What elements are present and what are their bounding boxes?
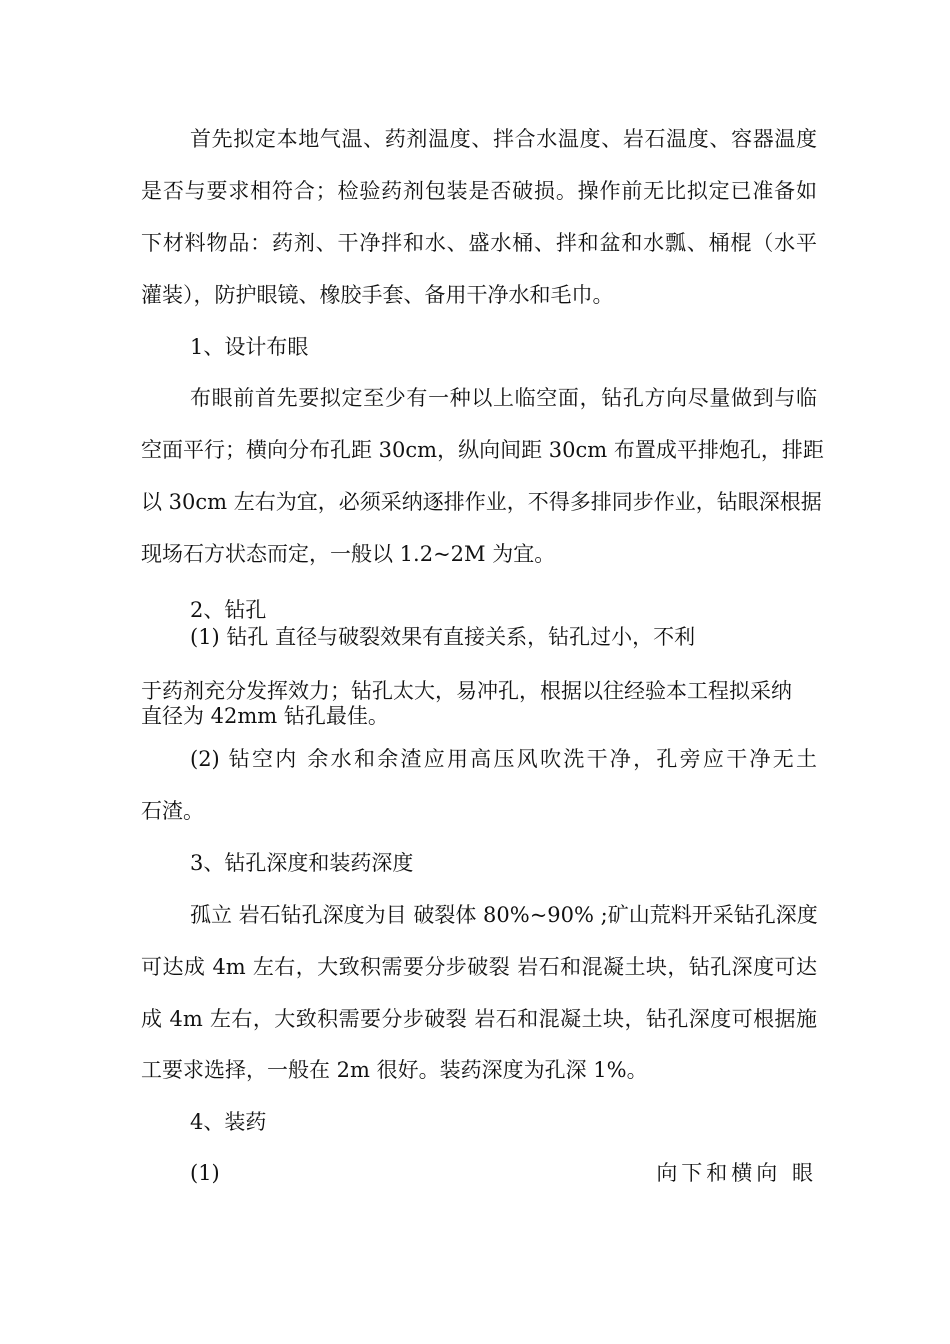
section-1-heading: 1、设计布眼 — [190, 335, 309, 359]
section-4-heading: 4、装药 — [190, 1110, 267, 1134]
s3-line-1: 孤立 岩石钻孔深度为目 破裂体 80%~90% ;矿山荒料开采钻孔深度 — [190, 903, 818, 927]
s1-line-4: 现场石方状态而定，一般以 1.2~2M 为宜。 — [141, 542, 556, 566]
section-3-heading: 3、钻孔深度和装药深度 — [190, 851, 414, 875]
s2-item2-line-2: 石渣。 — [141, 799, 204, 823]
intro-line-2: 是否与要求相符合；检验药剂包装是否破损。操作前无比拟定已准备如 — [141, 179, 817, 203]
s1-line-2: 空面平行；横向分布孔距 30cm，纵向间距 30cm 布置成平排炮孔，排距 — [141, 438, 824, 462]
intro-line-3: 下材料物品：药剂、干净拌和水、盛水桶、拌和盆和水瓢、桶棍（水平 — [141, 231, 817, 255]
intro-line-4: 灌装），防护眼镜、橡胶手套、备用干净水和毛巾。 — [141, 283, 614, 307]
section-2-heading: 2、钻孔 — [190, 598, 267, 622]
s2-item2-line-1: (2) 钻空内 余水和余渣应用高压风吹洗干净，孔旁应干净无土 — [190, 747, 817, 771]
s1-line-3: 以 30cm 左右为宜，必须采纳逐排作业，不得多排同步作业，钻眼深根据 — [141, 490, 822, 514]
s1-line-1: 布眼前首先要拟定至少有一种以上临空面，钻孔方向尽量做到与临 — [190, 386, 817, 410]
s3-line-2: 可达成 4m 左右，大致积需要分步破裂 岩石和混凝土块，钻孔深度可达 — [141, 955, 817, 979]
s2-item1-line-3: 直径为 42mm 钻孔最佳。 — [141, 704, 389, 728]
s3-line-3: 成 4m 左右，大致积需要分步破裂 岩石和混凝土块，钻孔深度可根据施 — [141, 1007, 817, 1031]
s2-item1-line-2: 于药剂充分发挥效力；钻孔太大，易冲孔，根据以往经验本工程拟采纳 — [141, 679, 792, 703]
s2-item1-line-1: (1) 钻孔 直径与破裂效果有直接关系，钻孔过小，不利 — [190, 625, 696, 649]
s3-line-4: 工要求选择，一般在 2m 很好。装药深度为孔深 1%。 — [141, 1058, 648, 1082]
s4-item1-text: 向下和横向 眼 — [656, 1161, 817, 1185]
s4-item1-label: (1) — [190, 1161, 220, 1185]
intro-line-1: 首先拟定本地气温、药剂温度、拌合水温度、岩石温度、容器温度 — [190, 127, 817, 151]
